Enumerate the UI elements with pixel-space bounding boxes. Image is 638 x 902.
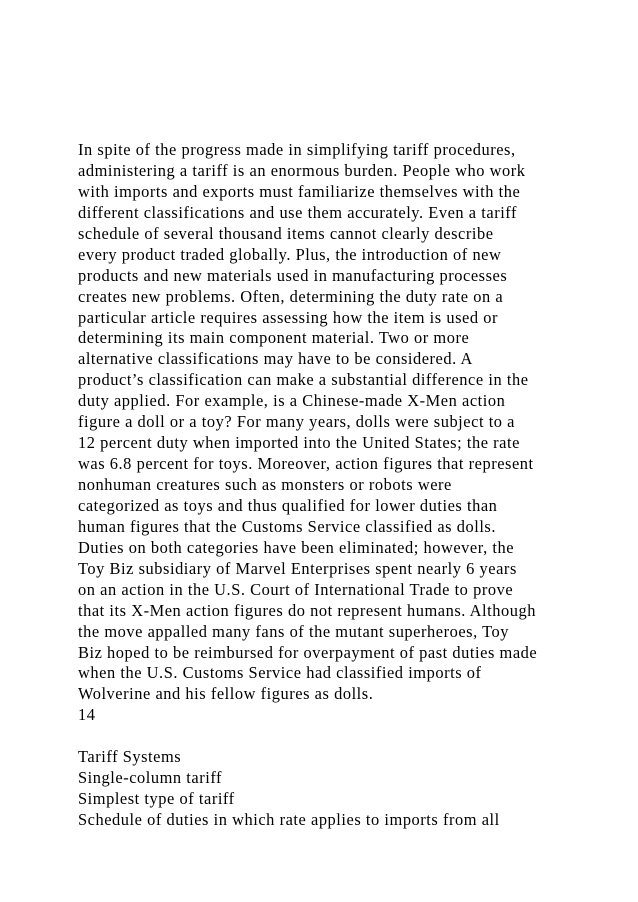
- paragraph-line: with imports and exports must familiarize themselves with the: [78, 181, 521, 201]
- body-paragraph: [78, 140, 618, 705]
- page-number: 14: [78, 705, 96, 725]
- outline-item: Simplest type of tariff: [78, 789, 235, 809]
- paragraph-line: figure a doll or a toy? For many years, dolls were subject to a: [78, 412, 516, 432]
- paragraph-line: creates new problems. Often, determining the duty rate on a: [78, 286, 504, 306]
- paragraph-line: on an action in the U.S. Court of International Trade to prove: [78, 579, 514, 599]
- section-heading: Tariff Systems: [78, 747, 182, 767]
- paragraph-line: nonhuman creatures such as monsters or robots were: [78, 475, 452, 494]
- blank-line: [78, 726, 618, 747]
- paragraph-line: Wolverine and his fellow figures as dolls.: [78, 684, 374, 704]
- paragraph-line: that its X-Men action figures do not represent humans. Although: [78, 600, 536, 620]
- paragraph-line: every product traded globally. Plus, the introduction of new: [78, 244, 502, 264]
- document-text: [78, 140, 618, 831]
- paragraph-line: human figures that the Customs Service classified as dolls.: [78, 516, 497, 536]
- paragraph-line: duty applied. For example, is a Chinese-made X-Men action: [78, 391, 506, 411]
- section-outline: [78, 747, 618, 831]
- paragraph-line: Duties on both categories have been eliminated; however, the: [78, 537, 515, 557]
- paragraph-line: 12 percent duty when imported into the United States; the rate: [78, 433, 520, 453]
- paragraph-line: Toy Biz subsidiary of Marvel Enterprises spent nearly 6 years: [78, 558, 517, 578]
- paragraph-line: product’s classification can make a substantial difference in the: [78, 370, 529, 390]
- outline-item: Single-column tariff: [78, 768, 223, 788]
- outline-item: Schedule of duties in which rate applies to imports from all: [78, 810, 500, 829]
- paragraph-line: Biz hoped to be reimbursed for overpayment of past duties made: [78, 642, 538, 662]
- paragraph-line: schedule of several thousand items cannot clearly describe: [78, 223, 494, 243]
- paragraph-line: determining its main component material. Two or more: [78, 328, 470, 348]
- paragraph-line: administering a tariff is an enormous burden. People who work: [78, 160, 526, 180]
- paragraph-line: particular article requires assessing how the item is used or: [78, 307, 498, 327]
- paragraph-line: was 6.8 percent for toys. Moreover, action figures that represent: [78, 454, 534, 474]
- paragraph-line: categorized as toys and thus qualified for lower duties than: [78, 495, 498, 515]
- paragraph-line: In spite of the progress made in simplifying tariff procedures,: [78, 140, 516, 159]
- paragraph-line: when the U.S. Customs Service had classified imports of: [78, 663, 482, 683]
- paragraph-line: products and new materials used in manufacturing processes: [78, 265, 508, 285]
- paragraph-line: the move appalled many fans of the mutant superheroes, Toy: [78, 621, 509, 641]
- paragraph-line: alternative classifications may have to be considered. A: [78, 349, 473, 369]
- paragraph-line: different classifications and use them accurately. Even a tariff: [78, 202, 518, 222]
